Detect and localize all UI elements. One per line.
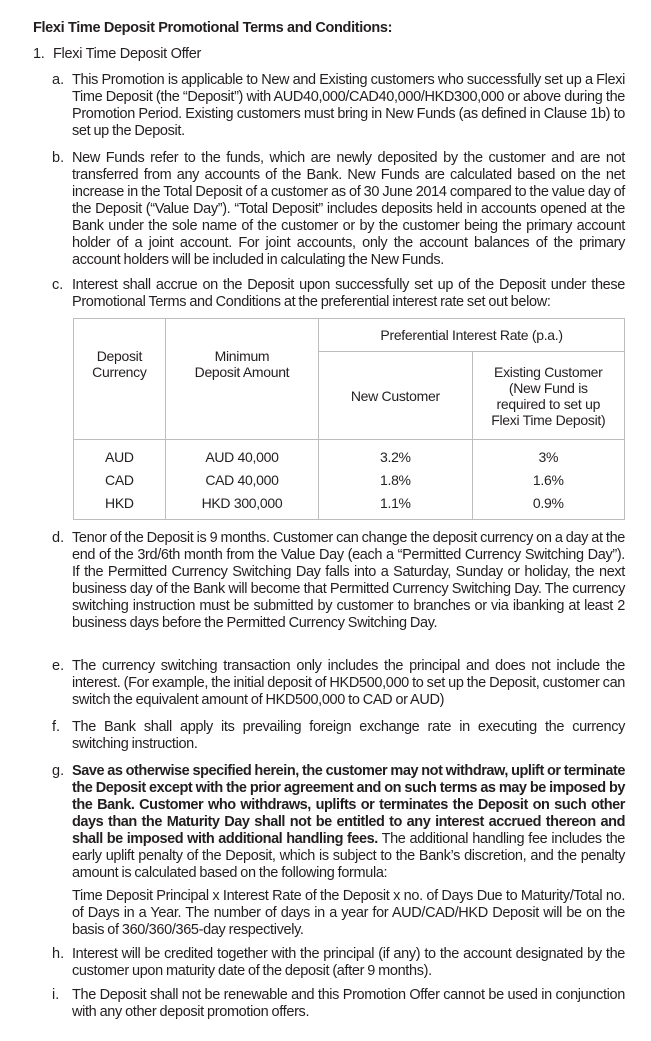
section-number: 1. [33, 46, 45, 62]
clause-label: e. [52, 658, 65, 674]
clause-label: h. [52, 946, 65, 962]
clause-d [52, 530, 625, 632]
header-new-customer: New Customer [319, 352, 472, 440]
clause-label: g. [52, 763, 65, 779]
cell-currency: AUD [74, 440, 166, 470]
clause-text: The currency switching transaction only includes the principal and does not include the interest. (For example, the initial deposit of HKD500,000 to set up the Deposit, customer can switch the equivalent amount of HKD500,000 to CAD or AUD) [72, 658, 625, 708]
cell-currency: CAD [74, 469, 166, 492]
clause-text: Interest will be credited together with the principal (if any) to the account designated by the customer upon maturity date of the deposit (after 9 months). [72, 946, 625, 979]
cell-existing-rate: 3% [472, 440, 624, 470]
header-text: (New Fund is [508, 379, 588, 396]
clause-label: f. [52, 719, 61, 735]
header-text: Existing Customer [494, 363, 603, 380]
clause-label: a. [52, 72, 65, 88]
header-text: Deposit Amount [194, 364, 290, 380]
clause-f [52, 719, 625, 753]
clause-e [52, 658, 625, 709]
clause-text [72, 763, 625, 882]
header-text: required to set up [496, 395, 601, 412]
interest-rate-table [73, 318, 625, 520]
cell-minimum: CAD 40,000 [165, 469, 318, 492]
cell-existing-rate: 0.9% [472, 492, 624, 520]
clause-text: Tenor of the Deposit is 9 months. Customer can change the deposit currency on a day at the end of the 3rd/6th month from the Value Day (each a “Permitted Currency Switching Day”). If the Permitted Currency Switching Day falls into a Saturday, Sunday or holiday, the next business day of the Bank will become that Permitted Currency Switching Day. The currency switching instruction must be submitted by customer to branches or via ibanking at least 2 business days before the Permitted Currency Switching Day. [72, 530, 625, 631]
header-minimum-deposit [165, 319, 318, 440]
clause-b [52, 150, 625, 269]
table-row [74, 492, 625, 520]
clause-g [52, 763, 625, 939]
header-text: Flexi Time Deposit) [491, 411, 606, 428]
clause-text: New Funds refer to the funds, which are newly deposited by the customer and are not transferred from any accounts of the Bank. New Funds are calculated based on the net increase in the Total Deposit of a customer as of 30 June 2014 compared to the value day of the Deposit (“Value Day”). “Total Deposit” includes deposits held in accounts opened at the Bank under the sole name of the customer or by the customer being the primary account holder of a joint account. For joint accounts, only the account balances of the primary account holders will be included in calculating the New Funds. [72, 150, 625, 268]
clause-label: b. [52, 150, 65, 166]
header-text: Deposit [96, 348, 143, 364]
clause-text: Interest shall accrue on the Deposit upon successfully set up of the Deposit under these Promotional Terms and Conditions at the preferential interest rate set out below: [72, 277, 625, 310]
cell-minimum: AUD 40,000 [165, 440, 318, 470]
cell-new-rate: 1.8% [319, 469, 472, 492]
header-deposit-currency [74, 319, 166, 440]
clause-label: d. [52, 530, 65, 546]
clause-i [52, 987, 625, 1021]
clause-a [52, 72, 625, 140]
table-row [74, 440, 625, 470]
clause-label: i. [52, 987, 60, 1003]
cell-currency: HKD [74, 492, 166, 520]
clause-c [52, 277, 625, 311]
header-text: Currency [92, 364, 147, 380]
penalty-formula: Time Deposit Principal x Interest Rate of the Deposit x no. of Days Due to Maturity/Total no. of Days in a Year. The number of days in a year for AUD/CAD/HKD Deposit will be on the basis of 360/360/365-day respectively. [72, 888, 625, 938]
clause-label: c. [52, 277, 64, 293]
clause-bold-text: Save as otherwise specified herein, the customer may not withdraw, uplift or terminate the Deposit except with the prior agreement and on such terms as may be imposed by the Bank. Customer who withdraws, uplifts or terminates the Deposit on such other days than the Maturity Day shall not be entitled to any interest accrued thereon and shall be imposed with additional handling fees. [72, 763, 625, 847]
clause-text: The Deposit shall not be renewable and this Promotion Offer cannot be used in conjunction with any other deposit promotion offers. [72, 987, 625, 1020]
header-text: Minimum [214, 348, 270, 364]
cell-new-rate: 1.1% [319, 492, 472, 520]
clause-text: This Promotion is applicable to New and Existing customers who successfully set up a Flexi Time Deposit (the “Deposit”) with AUD40,000/CAD40,000/HKD300,000 or above during the Promotion Period. Existing customers must bring in New Funds (as defined in Clause 1b) to set up the Deposit. [72, 72, 625, 139]
header-existing-customer [472, 352, 624, 440]
section-title: Flexi Time Deposit Offer [53, 46, 202, 62]
document-title: Flexi Time Deposit Promotional Terms and Conditions: [33, 20, 393, 36]
table-row [74, 469, 625, 492]
cell-existing-rate: 1.6% [472, 469, 624, 492]
clause-regular-text: The additional handling fee includes the early uplift penalty of the Deposit, which is subject to the Bank’s discretion, and the penalty amount is calculated based on the following formula: [72, 831, 625, 881]
header-preferential-rate: Preferential Interest Rate (p.a.) [319, 319, 625, 352]
cell-minimum: HKD 300,000 [165, 492, 318, 520]
section-heading [33, 46, 201, 62]
clause-text: The Bank shall apply its prevailing foreign exchange rate in executing the currency switching instruction. [72, 719, 625, 752]
cell-new-rate: 3.2% [319, 440, 472, 470]
clause-h [52, 946, 625, 980]
